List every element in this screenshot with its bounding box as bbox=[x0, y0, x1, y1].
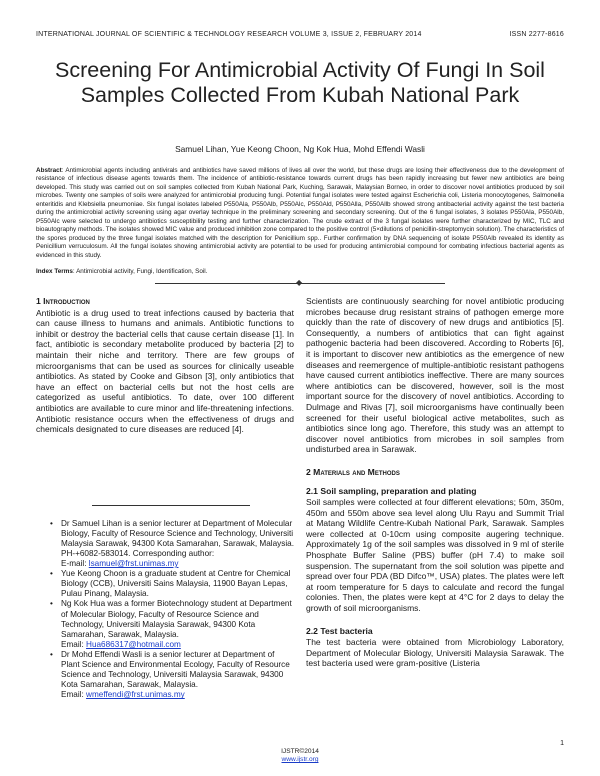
intro-paragraph: Antibiotic is a drug used to treat infections caused by bacteria that can cause illness to humans and animals. Antibiotic functions to inhibit or destroy the bacterial cells that cause certain disease [1]. In fact, antibiotic is secondary metabolite produced by bacteria [2] to maintain their niche and territory. There are few groups of microorganisms that can be used as sources for clinically useable antibiotics. As stated by Cooke and Gibson [3], only antibiotics that have an effect on bacterial cells but not the host cells are categorized as useful antibiotics. To date, over 100 different antibiotics are available to cure minor and life-threatening infections. Antibiotic resistance occurs when the effectiveness of drugs and chemicals designated to cure diseases are reduced [4]. bbox=[36, 307, 294, 435]
left-column bbox=[36, 296, 294, 700]
page-number: 1 bbox=[560, 740, 564, 747]
subsection-heading: 2.1 Soil sampling, preparation and plating bbox=[306, 485, 477, 496]
abstract bbox=[36, 167, 564, 260]
email-link[interactable]: lsamuel@frst.unimas.my bbox=[88, 559, 179, 569]
divider-diamond-icon: ◆ bbox=[296, 278, 303, 287]
journal-url-link[interactable]: www.ijstr.org bbox=[281, 756, 319, 763]
subsection-heading: 2.2 Test bacteria bbox=[306, 625, 373, 636]
methods-heading: 2 Materials and Methods bbox=[306, 466, 400, 477]
footnote-item: • Yue Keong Choon is a graduate student at Centre for Chemical Biology (CCB), Universiti Sains Malaysia, 11900 Bayan Lepas, Pulau Pinang, Malaysia. bbox=[50, 569, 294, 599]
journal-name: INTERNATIONAL JOURNAL OF SCIENTIFIC & TECHNOLOGY RESEARCH VOLUME 3, ISSUE 2, FEBRUARY 2014 bbox=[36, 31, 422, 38]
methods-paragraph: The test bacteria were obtained from Microbiology Laboratory, Department of Molecular Biology, Universiti Malaysia Sarawak. The test bacteria used were gram-positive (Listeria bbox=[306, 637, 564, 669]
abstract-label: Abstract bbox=[36, 167, 62, 174]
index-terms-label: Index Terms bbox=[36, 268, 73, 275]
issn: ISSN 2277-8616 bbox=[509, 31, 564, 38]
copyright-code: IJSTR©2014 bbox=[281, 748, 319, 755]
intro-continued-paragraph: Scientists are continuously searching for novel antibiotic producing microbes because drug resistant strains of pathogen emerge more quickly than the rate of discovery of new drugs and antibiotics [5]. Consequently, a numbers of antibiotics that can fight against pathogenic bacteria had been discovered. According to Roberts [6], it is important to discover new antibiotics as the emergence of new diseases and reemergence of multiple-antibiotic resistant pathogens have caused current antibiotics ineffective. There are many sources where antibiotics can be discovered, however, soil is the most important source for the discovery of novel antibiotics. According to Dulmage and Rivas [7], soil microorganisms have continually been screened for their useful biological active metabolites, such as antibiotics since long ago. Therefore, this study was an attempt to discover novel antibiotics from microbes in soil samples from undisturbed area in Sarawak. bbox=[306, 296, 564, 455]
methods-paragraph: Soil samples were collected at four different elevations; 50m, 350m, 450m and 550m above sea level along Ulu Rayu and Summit Trial at Matang Wildlife Centre-Kubah National Park, Sarawak. Samples were collected at 0-10cm using composite augering technique. Approximately 1g of the soil samples was dissolved in 9 ml of sterile Phosphate Buffer Saline (PBS) buffer (pH 7.4) to make soil suspension. The supernatant from the soil solution was pipette and spread over four PDA (BD Difco™, USA) plates. The plates were left at room temperature for 5 days to calculate and record the fungal colonies. Then, the plates were kept at 4°C for 2 days to delay the growth of soil microorganisms. bbox=[306, 497, 564, 614]
abstract-text: : Antimicrobial agents including antivirals and antibiotics have saved millions of lives all over the world, but these drugs are losing their effectiveness due to the development of resistance of infectious disease agents towards them. The incidence of antibiotic-resistance towards current drugs has been rapidly increasing but fewer new antibiotics are being developed. This study was carried out on soil samples collected from Kubah National Park, Kuching, Sarawak, Malaysian Borneo, in order to discover novel antibiotics produced by soil microbes. Twenty one samples of soils were analyzed for antimicrobial producing fungi. Potential fungal isolates were tested against Escherichia coli, Listeria monocytogenes, Salmonella enteritidis and Klebsiella pneumoniae. Six fungal isolates labeled P550Ala, P550Alb, P550Alc, P550Ald, P550Alla, P550Allb showed strong antibacterial activity against the test bacteria during the antimicrobial activity screening using agar overlay technique in the preliminary screening and secondary screening. Out of the 6 fungal isolates, 3 isolates P550Ala, P550Alb, P550Alc were selected to undergo antibiotics susceptibility testing and further characterization. The crude extract of the 3 fungal isolates were further characterized by MIC, TLC and bioautography methods. The isolates showed MIC value and produced inhibition zone compared to the positive control (5×dilutions of penicillin-streptomycin solution). The characteristics of the spores produced by the three fungal isolates matched with the description for Penicillium spp.. Further confirmation by DNA sequencing of isolate P550Alb revealed its identity as Penicillium verruculosum. All the fungal isolates showing antimicrobial activity are potential to be used for producing antimicrobial compound for combating infectious bacterial agents as evidenced in this study. bbox=[36, 167, 564, 259]
paper-title: Screening For Antimicrobial Activity Of Fungi In Soil Samples Collected From Kubah National Park bbox=[55, 58, 545, 107]
footnote-item: • Dr Samuel Lihan is a senior lecturer at Department of Molecular Biology, Faculty of Resource Science and Technology, Universiti Malaysia Sarawak, 94300 Kota Samarahan, Sarawak, Malaysia. PH-+6082-583014. Corresponding author: E-mail: lsamuel@frst.unimas.my bbox=[50, 519, 294, 569]
footnote-rule bbox=[92, 505, 250, 506]
author-footnotes bbox=[50, 519, 294, 701]
intro-heading: 1 Introduction bbox=[36, 296, 90, 306]
page-footer bbox=[0, 748, 600, 764]
footnote-item: • Dr Mohd Effendi Wasli is a senior lecturer at Department of Plant Science and Environmental Ecology, Faculty of Resource Science and Technology, Universiti Malaysia Sarawak, 94300 Kota Samarahan, Sarawak, Malaysia. Email: wmeffendi@frst.unimas.my bbox=[50, 650, 294, 700]
email-link[interactable]: wmeffendi@frst.unimas.my bbox=[86, 690, 185, 700]
index-terms bbox=[36, 268, 564, 275]
email-link[interactable]: Hua686317@hotmail.com bbox=[86, 639, 181, 649]
footnote-item: • Ng Kok Hua was a former Biotechnology student at Department of Molecular Biology, Faculty of Resource Science and Technology, Universiti Malaysia Sarawak, 94300 Kota Samarahan, Sarawak, Malaysia. Email: Hua686317@hotmail.com bbox=[50, 599, 294, 649]
right-column bbox=[306, 296, 564, 669]
author-list: Samuel Lihan, Yue Keong Choon, Ng Kok Hua, Mohd Effendi Wasli bbox=[175, 144, 425, 154]
index-terms-text: : Antimicrobial activity, Fungi, Identification, Soil. bbox=[72, 268, 208, 275]
running-header bbox=[36, 31, 564, 38]
